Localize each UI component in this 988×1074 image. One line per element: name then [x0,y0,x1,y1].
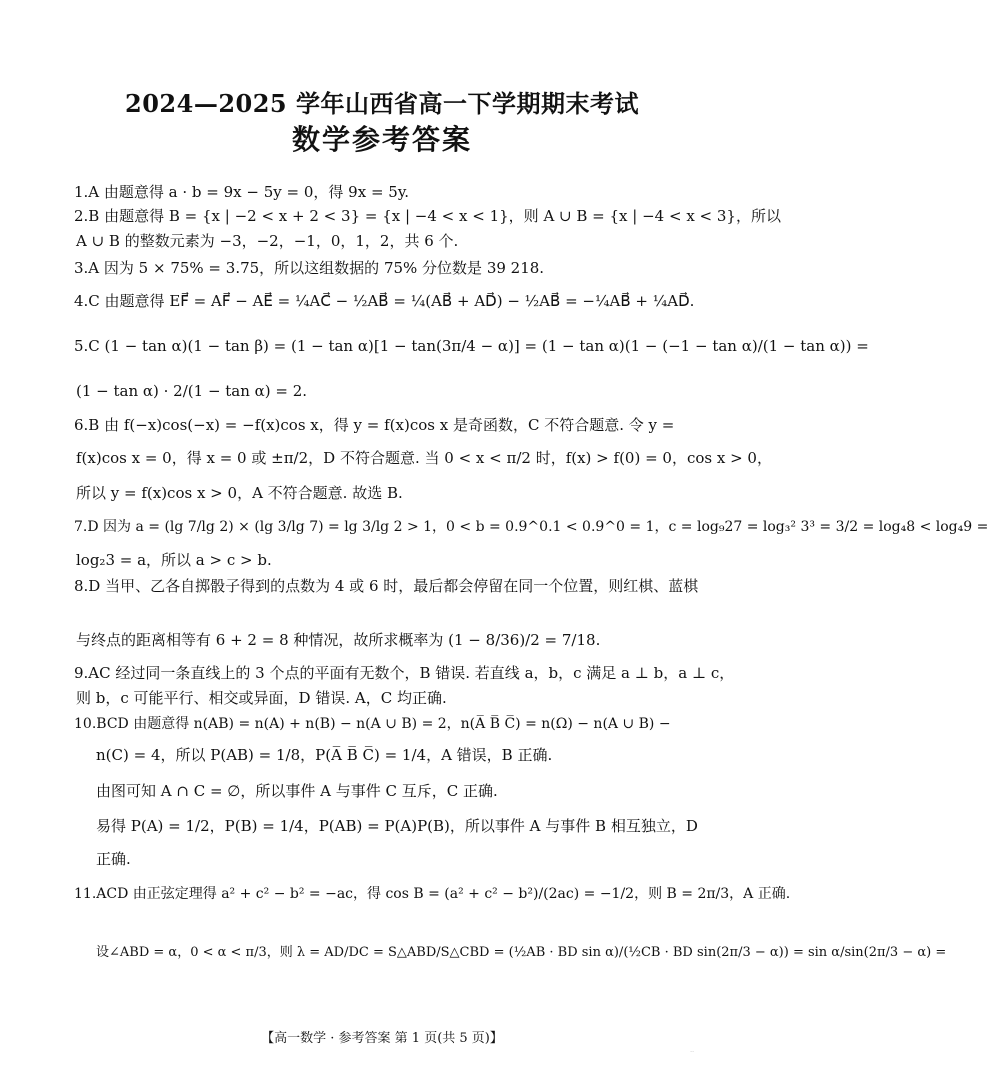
answer-line-3: 3.A 因为 5 × 75% = 3.75，所以这组数据的 75% 分位数是 39 218. [74,259,545,277]
page-title: 2024—2025 学年山西省高一下学期期末考试 [125,89,639,118]
answer-line-6-cont1: f(x)cos x = 0，得 x = 0 或 ±π/2，D 不符合题意. 当 0 < x < π/2 时，f(x) > f(0) = 0，cos x > 0， [76,449,772,467]
page-footer: 【高一数学 · 参考答案 第 1 页(共 5 页)】 [261,1031,503,1046]
answer-line-7: 7.D 因为 a = (lg 7/lg 2) × (lg 3/lg 7) = lg 3/lg 2 > 1，0 < b = 0.9^0.1 < 0.9^0 = 1，c = log₉27 = log₃² 3³ = 3/2 = log₄8 < log₄9 = [74,519,988,535]
answer-line-5: 5.C (1 − tan α)(1 − tan β) = (1 − tan α)[1 − tan(3π/4 − α)] = (1 − tan α)(1 − (−1 − tan α)/(1 − tan α)) = [74,337,869,355]
answer-line-8-cont: 与终点的距离相等有 6 + 2 = 8 种情况，故所求概率为 (1 − 8/36)/2 = 7/18. [76,631,601,649]
answer-line-6-cont2: 所以 y = f(x)cos x > 0，A 不符合题意. 故选 B. [76,484,403,502]
page-subtitle: 数学参考答案 [291,123,472,156]
answer-line-5-cont: (1 − tan α) · 2/(1 − tan α) = 2. [76,382,308,400]
answer-line-10-cont4: 正确. [96,850,131,868]
answer-line-9-cont: 则 b，c 可能平行、相交或异面，D 错误. A，C 均正确. [76,689,447,707]
answer-line-4: 4.C 由题意得 EF⃗ = AF⃗ − AE⃗ = ¼AC⃗ − ½AB⃗ = ¼(AB⃗ + AD⃗) − ½AB⃗ = −¼AB⃗ + ¼AD⃗. [74,292,695,310]
answer-line-10: 10.BCD 由题意得 n(AB) = n(A) + n(B) − n(A ∪ B) = 2，n(A̅ B̅ C̅) = n(Ω) − n(A ∪ B) − [74,716,671,732]
answer-line-8: 8.D 当甲、乙各自掷骰子得到的点数为 4 或 6 时，最后都会停留在同一个位置，则红棋、蓝棋 [74,577,699,595]
answer-line-10-cont3: 易得 P(A) = 1/2，P(B) = 1/4，P(AB) = P(A)P(B)，所以事件 A 与事件 B 相互独立，D [96,817,698,835]
answer-line-11-cont: 设∠ABD = α，0 < α < π/3，则 λ = AD/DC = S△ABD/S△CBD = (½AB · BD sin α)/(½CB · BD sin(2π/3 − α)) = sin α/sin(2π/3 − α) = [96,945,947,960]
answer-line-10-cont1: n(C) = 4，所以 P(AB) = 1/8，P(A̅ B̅ C̅) = 1/4，A 错误，B 正确. [96,746,553,764]
answer-line-11: 11.ACD 由正弦定理得 a² + c² − b² = −ac，得 cos B = (a² + c² − b²)/(2ac) = −1/2，则 B = 2π/3，A 正确. [74,886,791,902]
answer-line-1: 1.A 由题意得 a · b = 9x − 5y = 0，得 9x = 5y. [74,183,410,201]
answer-line-2-cont: A ∪ B 的整数元素为 −3，−2，−1，0，1，2，共 6 个. [76,232,459,250]
answer-line-10-cont2: 由图可知 A ∩ C = ∅，所以事件 A 与事件 C 互斥，C 正确. [96,782,498,800]
footer-mark: .. [690,1047,694,1054]
answer-line-9: 9.AC 经过同一条直线上的 3 个点的平面有无数个，B 错误. 若直线 a，b，c 满足 a ⊥ b，a ⊥ c， [74,664,735,682]
answer-line-7-cont: log₂3 = a，所以 a > c > b. [76,551,272,569]
answer-line-2: 2.B 由题意得 B = {x | −2 < x + 2 < 3} = {x | −4 < x < 1}，则 A ∪ B = {x | −4 < x < 3}，所以 [74,207,781,225]
answer-line-6: 6.B 由 f(−x)cos(−x) = −f(x)cos x，得 y = f(x)cos x 是奇函数，C 不符合题意. 令 y = [74,416,675,434]
